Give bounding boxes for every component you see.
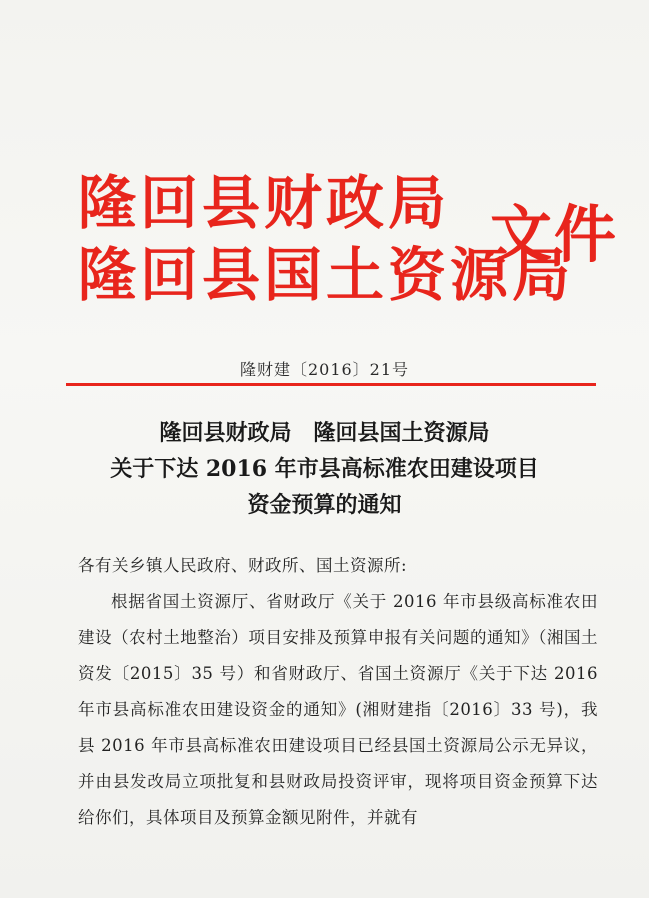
- title-line-2: 关于下达 2016 年市县高标准农田建设项目: [110, 456, 539, 482]
- body-paragraph: 根据省国土资源厅、省财政厅《关于 2016 年市县级高标准农田建设（农村土地整治）项目安排及预算申报有关问题的通知》（湘国土资发〔2015〕35 号）和省财政厅、省国土资源厅《关于下达 2016 年市县高标准农田建设资金的通知》(湘财建指〔2016〕33 号)，我县 2016 年市县高标准农田建设项目已经县国土资源局公示无异议，并由县发改局立项批复和县财政局投资评审，现将项目资金预算下达给你们，具体项目及预算金额见附件，并就有: [78, 592, 598, 827]
- document-label: 文件: [490, 198, 619, 271]
- issuing-org-2: 隆回县国土资源局: [78, 241, 575, 309]
- document-number: 隆财建〔2016〕21号: [239, 360, 410, 379]
- notice-title: [0, 415, 649, 523]
- issuing-org-1: 隆回县财政局: [78, 169, 451, 237]
- title-line-1: 隆回县财政局 隆回县国土资源局: [159, 420, 490, 446]
- salutation: 各有关乡镇人民政府、财政所、国土资源所:: [78, 556, 408, 575]
- title-line-3: 资金预算的通知: [247, 492, 402, 518]
- document-header: [78, 169, 619, 320]
- red-divider-line: [66, 383, 596, 386]
- notice-body: [78, 548, 598, 836]
